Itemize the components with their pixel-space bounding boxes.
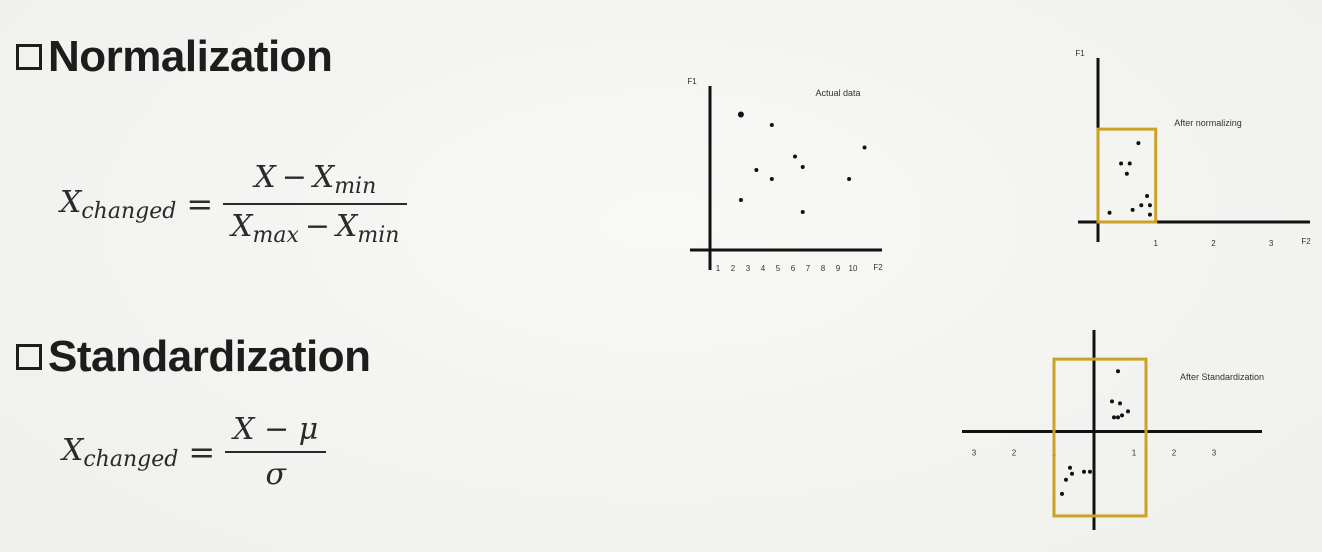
x-tick-label: 8	[820, 264, 826, 273]
data-point	[1064, 478, 1068, 482]
x-tick-label: 3	[1268, 239, 1274, 248]
chart-1	[687, 77, 883, 273]
data-point	[1131, 208, 1135, 212]
x-tick-label: 1	[1051, 448, 1057, 458]
x-tick-label: 3	[971, 448, 977, 458]
x-tick-label: 1	[715, 264, 721, 273]
range-box	[1051, 359, 1146, 516]
denominator: $X_{max} - X_{min}$	[231, 209, 400, 248]
heading-standardization-text: Standardization	[48, 332, 371, 381]
y-axis-label: F1	[687, 77, 697, 86]
data-point	[1145, 194, 1149, 198]
x-tick-label: 2	[1171, 448, 1177, 458]
equals-sign: =	[188, 433, 216, 471]
numerator: X − μ	[233, 412, 319, 447]
data-point	[1116, 369, 1120, 373]
x-tick-label: 5	[775, 264, 781, 273]
x-tick-label: 2	[1011, 448, 1017, 458]
x-tick-label: 1	[1153, 239, 1158, 248]
data-point	[847, 177, 851, 181]
x-tick-label: 10	[848, 264, 858, 273]
chart-title: Actual data	[815, 88, 861, 98]
x-axis-label: F2	[873, 263, 883, 272]
equals-sign: =	[186, 185, 214, 223]
x-tick-label: 1	[1131, 448, 1137, 458]
data-point	[1068, 466, 1072, 470]
numerator: $X - X_{min}$	[254, 160, 377, 199]
data-point	[1120, 413, 1124, 417]
data-point	[770, 177, 774, 181]
chart-title: After Standardization	[1179, 372, 1265, 382]
x-tick-label: 3	[1211, 448, 1217, 458]
x-tick-label: 9	[835, 264, 841, 273]
data-point	[1070, 472, 1074, 476]
data-point	[1125, 172, 1129, 176]
heading-normalization-text: Normalization	[48, 32, 333, 81]
data-point	[1126, 409, 1130, 413]
formula-lhs: $X_{changed}$	[60, 184, 177, 224]
data-point	[1148, 213, 1152, 217]
x-axis-label: F2	[1301, 237, 1311, 246]
data-point	[1118, 401, 1122, 405]
x-tick-label: 6	[790, 264, 796, 273]
data-point	[1136, 141, 1140, 145]
data-point	[801, 165, 805, 169]
data-point	[1116, 415, 1120, 419]
denominator: σ	[265, 457, 286, 492]
x-tick-label: 4	[760, 264, 766, 273]
y-axis-label: F1	[1075, 49, 1085, 58]
data-point	[1060, 492, 1064, 496]
data-point	[1108, 211, 1112, 215]
data-point	[754, 168, 758, 172]
data-point	[1112, 415, 1116, 419]
x-tick-label: 7	[805, 264, 811, 273]
data-point	[1088, 470, 1092, 474]
data-point	[1119, 162, 1123, 166]
formula-lhs: $X_{changed}$	[62, 432, 179, 472]
data-point	[1128, 162, 1132, 166]
data-point	[1110, 399, 1114, 403]
data-point	[793, 155, 797, 159]
data-point	[1148, 203, 1152, 207]
data-point	[1082, 470, 1086, 474]
x-tick-label: 3	[745, 264, 751, 273]
x-tick-label: 2	[730, 264, 736, 273]
data-point	[770, 123, 774, 127]
data-point	[863, 146, 867, 150]
chart-title: After normalizing	[1174, 118, 1242, 128]
chart-3	[962, 330, 1264, 530]
data-point	[739, 198, 743, 202]
x-tick-label: 2	[1211, 239, 1216, 248]
data-point	[801, 210, 805, 214]
data-point	[738, 112, 744, 118]
data-point	[1139, 203, 1143, 207]
chart-2	[1075, 49, 1311, 248]
